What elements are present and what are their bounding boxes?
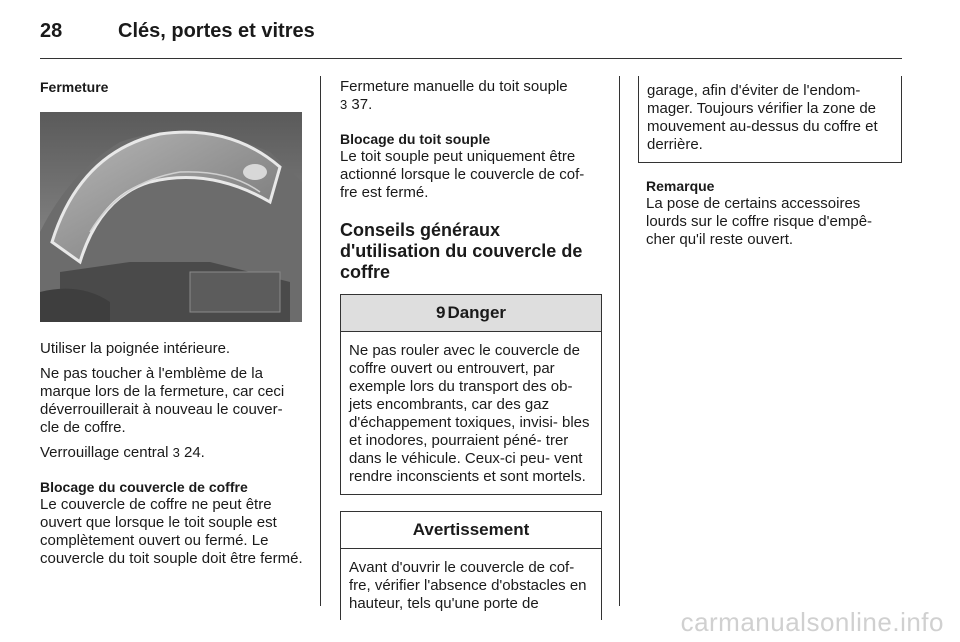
warning-text: Avant d'ouvrir le couvercle de cof- fre, vérifier l'absence d'obstacles en hauteur, tels qu'une porte de bbox=[349, 559, 587, 612]
column-2 bbox=[340, 78, 602, 620]
danger-header bbox=[341, 295, 601, 332]
remarque-body: La pose de certains accessoires lourds sur le coffre risque d'empê- cher qu'il reste ouvert. bbox=[646, 195, 873, 248]
trunk-lid-illustration bbox=[40, 112, 302, 322]
central-locking-ref bbox=[40, 444, 304, 462]
warning-box-continued bbox=[638, 76, 902, 163]
central-locking-text: Verrouillage central bbox=[40, 444, 169, 461]
warning-continued-text: garage, afin d'éviter de l'endom- mager. Toujours vérifier la zone de mouvement au-dessus du coffre et derrière. bbox=[647, 82, 878, 153]
column-3 bbox=[638, 76, 902, 256]
manual-close-page: 37. bbox=[351, 96, 373, 113]
danger-title: Danger bbox=[447, 303, 507, 322]
manual-close-ref bbox=[340, 78, 602, 114]
warning-title: Avertissement bbox=[412, 520, 530, 539]
instruction-emblem: Ne pas toucher à l'emblème de la marque lors de la fermeture, car ceci déverrouillerait à nouveau le couver- cle de coffre. bbox=[40, 365, 285, 436]
heading-blocage-toit: Blocage du toit souple bbox=[340, 131, 491, 147]
chapter-title: Clés, portes et vitres bbox=[118, 20, 315, 42]
remark-block bbox=[638, 177, 902, 249]
central-locking-page: 24. bbox=[184, 444, 205, 461]
header-rule bbox=[40, 58, 902, 59]
page-number: 28 bbox=[40, 20, 63, 42]
page-ref-icon: 3 bbox=[340, 97, 348, 112]
blocage-toit-body: Le toit souple peut uniquement être actionné lorsque le couvercle de cof- fre est fermé. bbox=[340, 148, 585, 201]
column-1 bbox=[40, 78, 304, 575]
watermark: carmanualsonline.info bbox=[680, 607, 944, 637]
warning-body bbox=[341, 549, 601, 621]
trunk-lid-photo bbox=[40, 112, 302, 322]
column-divider-2 bbox=[619, 76, 620, 606]
warning-header bbox=[341, 512, 601, 549]
column-divider-1 bbox=[320, 76, 321, 606]
blocage-couvercle-body: Le couvercle de coffre ne peut être ouvert que lorsque le toit souple est complètement ouvert ou fermé. Le couvercle du toit souple doit être fermé. bbox=[40, 496, 303, 567]
heading-conseils: Conseils généraux d'utilisation du couvercle de coffre bbox=[340, 220, 583, 282]
page-ref-icon: 3 bbox=[172, 445, 180, 460]
heading-blocage-couvercle: Blocage du couvercle de coffre bbox=[40, 479, 248, 495]
warning-triangle-icon: 9 bbox=[435, 303, 446, 322]
warning-box bbox=[340, 511, 602, 620]
manual-close-text: Fermeture manuelle du toit souple bbox=[340, 78, 568, 95]
instruction-handle: Utiliser la poignée intérieure. bbox=[40, 340, 231, 357]
section-title-fermeture: Fermeture bbox=[40, 79, 109, 95]
danger-box bbox=[340, 294, 602, 495]
danger-text: Ne pas rouler avec le couvercle de coffre ouvert ou entrouvert, par exemple lors du transport des ob- jets encombrants, car des gaz d'échappement toxiques, invisi- bles et inodores, pourraient péné- trer dans le véhicule. Ceux-ci peu- vent rendre inconscients et sont mortels. bbox=[349, 342, 590, 485]
danger-body bbox=[341, 332, 601, 494]
heading-remarque: Remarque bbox=[646, 178, 715, 194]
